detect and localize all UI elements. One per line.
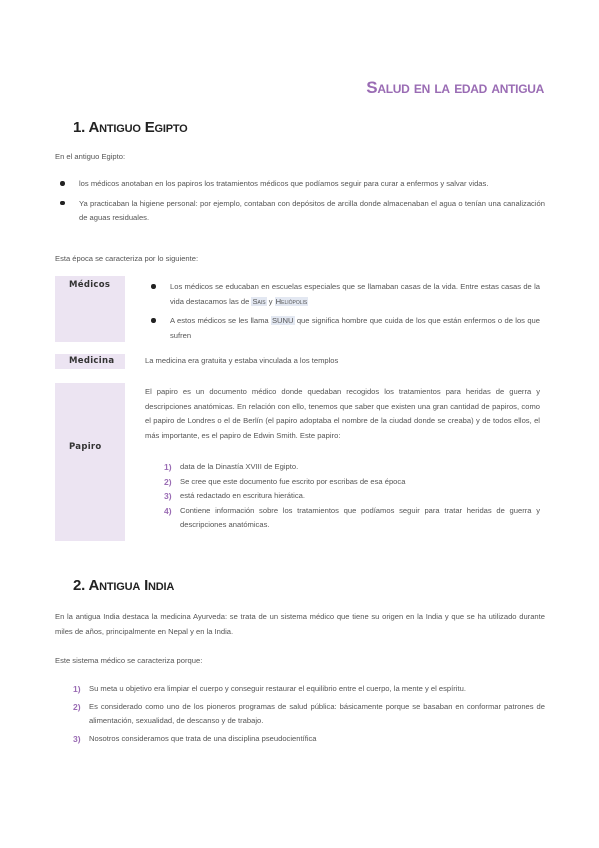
list-item: 3) está redactado en escritura hierática. [164, 491, 305, 501]
document-title: Salud en la edad antigua [366, 78, 544, 97]
list-item: 2) Es considerado como uno de los pioneros programas de salud pública: básicamente porque se basaban en conformar patrones de alimentación, sexualidad, de descanso y de trabajo. [73, 701, 545, 725]
list-item: Ya practicaban la higiene personal: por ejemplo, contaban con depósitos de arcilla donde almacenaban el agua o tenían una canalización de aguas residuales. [55, 197, 545, 226]
medicos-bullets [146, 280, 540, 348]
tag-medicos-label: Médicos [69, 280, 111, 290]
india-system: Este sistema médico se caracteriza porque: [55, 656, 203, 665]
list-item: 4) Contiene información sobre los tratamientos que podíamos seguir para tratar heridas de guerra y descripciones anatómicas. [164, 505, 540, 529]
list-item: 1) Su meta u objetivo era limpiar el cuerpo y conseguir restaurar el equilibrio entre el cuerpo, la mente y el espíritu. [73, 684, 466, 694]
section-heading-egipto: 1. Antiguo Egipto [73, 119, 188, 136]
tag-medicina [55, 354, 125, 369]
egipto-bullets [55, 177, 545, 231]
list-item: Los médicos se educaban en escuelas especiales que se llamaban casas de la vida. Entre estas casas de la vida destacamos las de Sais y Heliópolis [146, 280, 540, 309]
india-intro: En la antigua India destaca la medicina Ayurveda: se trata de un sistema médico que tiene su origen en la India y que se ha utilizado durante miles de años, principalmente en Nepal y en la India. [55, 612, 545, 636]
section-heading-india: 2. Antigua India [73, 577, 175, 594]
list-item: los médicos anotaban en los papiros los tratamientos médicos que podíamos seguir para curar a enfermos y salvar vidas. [55, 177, 545, 192]
tag-medicina-label: Medicina [69, 356, 115, 366]
tag-papiro-label: Papiro [69, 442, 102, 452]
list-item: 2) Se cree que este documento fue escrito por escribas de esa época [164, 476, 406, 487]
papiro-text: El papiro es un documento médico donde quedaban recogidos los tratamientos para heridas de guerra y descripciones anatómicas. En relación con ello, tenemos que saber que existen una gran cantidad de papiros, como el papiro de Londres o el de Berlín (el papiro adoptaba el nombre de la ciudad donde se creaba) y de todos ellos, el más importante, es el papiro de Edwin Smith. Este papiro: [145, 387, 540, 440]
tag-papiro [55, 383, 125, 541]
medicina-text: La medicina era gratuita y estaba vinculada a los templos [145, 356, 339, 365]
tag-medicos [55, 276, 125, 342]
list-item: A estos médicos se les llama SUNU que significa hombre que cuida de los que están enfermos o de los que sufren [146, 314, 540, 343]
list-item: 1) data de la Dinastía XVIII de Egipto. [164, 462, 299, 472]
list-item: 3) Nosotros consideramos que trata de una disciplina pseudocientífica [73, 733, 317, 744]
india-list [73, 682, 545, 746]
egipto-epoch: Esta época se caracteriza por lo siguiente: [55, 254, 199, 263]
egipto-intro: En el antiguo Egipto: [55, 152, 126, 161]
papiro-list [164, 460, 540, 533]
